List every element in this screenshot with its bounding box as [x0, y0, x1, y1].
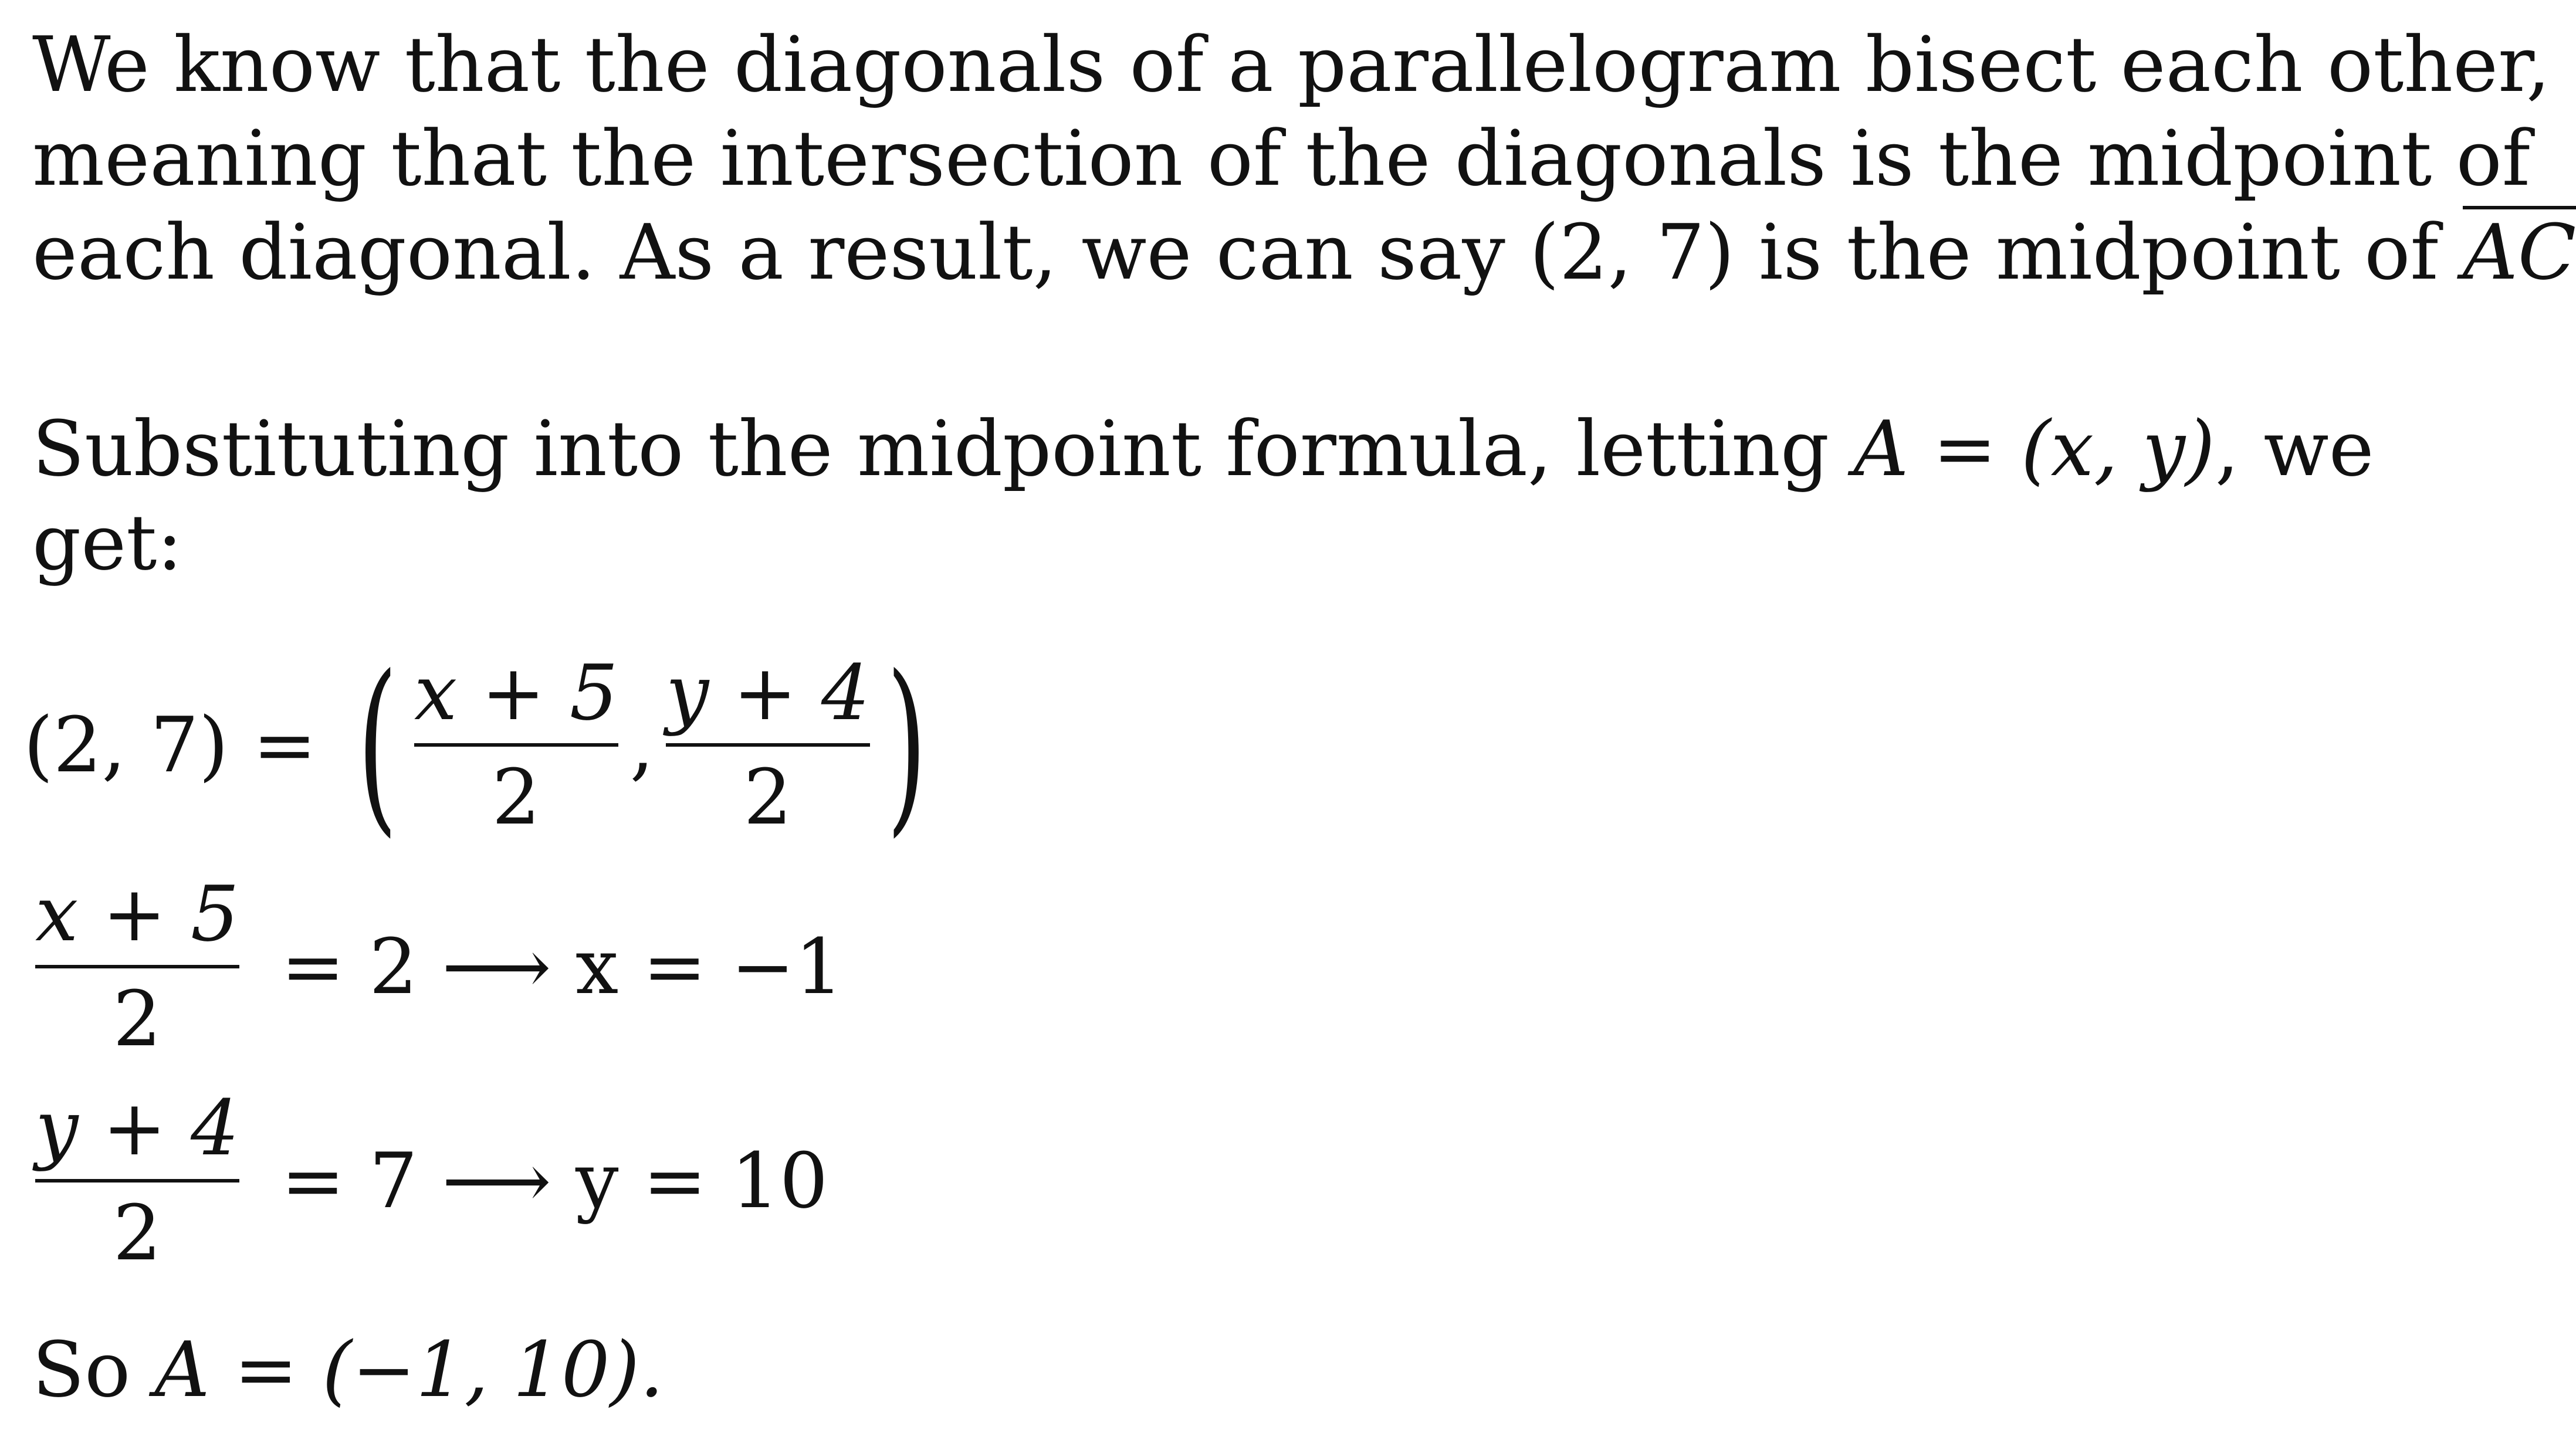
equation-1-comma: , [629, 700, 654, 790]
equation-2-fraction [35, 869, 239, 1063]
conclusion-math: A = (−1, 10). [154, 1325, 664, 1414]
fraction-2-denominator: 2 [743, 753, 793, 842]
segment-ac: AC [2462, 208, 2576, 297]
paragraph-1-line-1: We know that the diagonals of a parallelogram bisect each other, [32, 20, 2551, 109]
paragraph-1-line-3-text: each diagonal. As a result, we can say (2, 7) is the midpoint of [32, 208, 2463, 297]
equation-1-fraction-2 [665, 648, 870, 842]
paragraph-2-math: A = (x, y) [1853, 404, 2215, 493]
equation-2-bar [35, 965, 239, 968]
paragraph-2-line-1 [32, 404, 2374, 493]
equation-2 [35, 869, 844, 1063]
conclusion-line [32, 1325, 664, 1414]
left-paren: ( [357, 636, 398, 854]
fraction-1-denominator: 2 [492, 753, 541, 842]
paragraph-1-line-3 [32, 208, 2576, 297]
equation-1 [23, 636, 943, 854]
paragraph-1-line-2: meaning that the intersection of the diagonals is the midpoint of [32, 114, 2530, 203]
equation-2-denominator: 2 [113, 974, 162, 1063]
equation-1-left: (2, 7) = [23, 700, 317, 790]
equation-3-fraction [35, 1083, 239, 1278]
fraction-1-bar [414, 743, 618, 747]
paragraph-2-suffix: , we [2215, 404, 2374, 493]
fraction-2-bar [666, 743, 870, 747]
paragraph-2-text: Substituting into the midpoint formula, letting [32, 404, 1854, 493]
paragraph-2-line-2: get: [32, 498, 183, 587]
equation-3-numerator: y + 4 [35, 1083, 239, 1173]
conclusion-text: So [32, 1325, 155, 1414]
equation-3-bar [35, 1179, 239, 1183]
equation-1-fraction-1 [414, 648, 618, 842]
fraction-1-numerator: x + 5 [414, 648, 618, 737]
equation-3-result: = 7 ⟶ y = 10 [281, 1136, 828, 1225]
equation-3 [35, 1083, 828, 1278]
equation-3-denominator: 2 [113, 1188, 162, 1278]
equation-2-numerator: x + 5 [35, 869, 239, 958]
fraction-2-numerator: y + 4 [665, 648, 870, 737]
right-paren: ) [886, 636, 927, 854]
equation-2-result: = 2 ⟶ x = −1 [280, 921, 844, 1011]
